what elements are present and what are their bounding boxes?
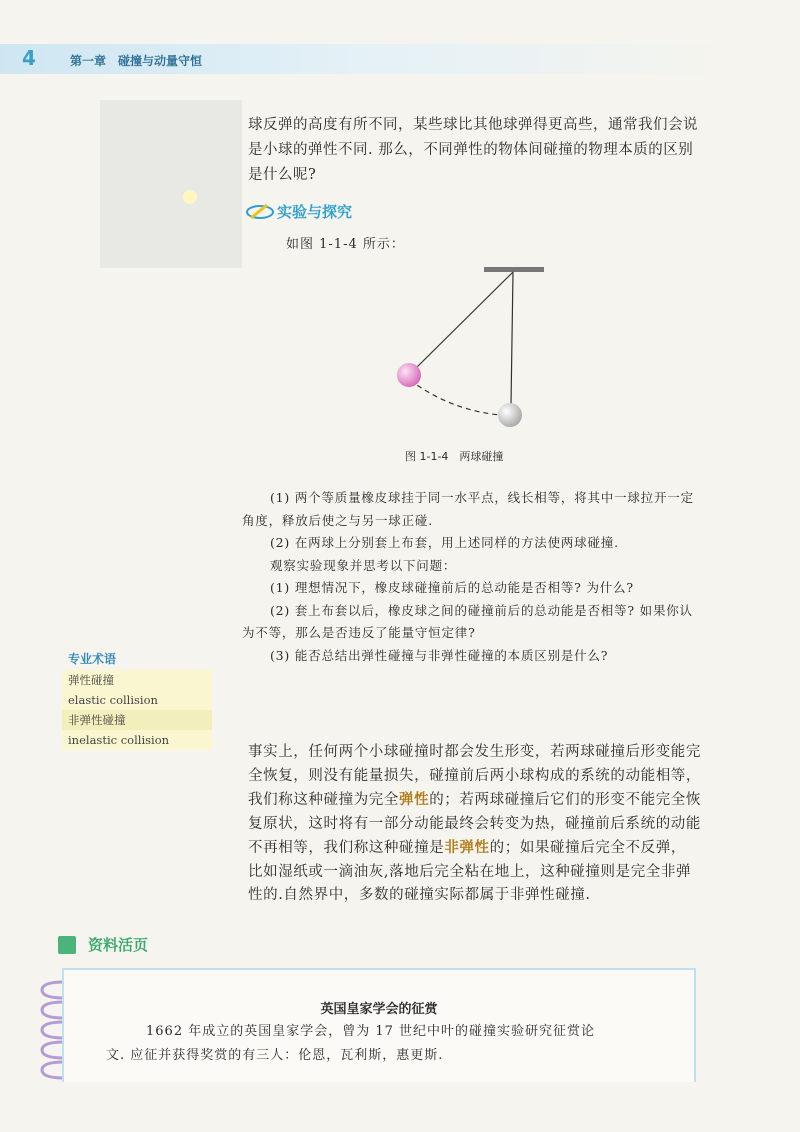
chapter-title: 第一章 碰撞与动量守恒 bbox=[70, 54, 203, 68]
term-item: inelastic collision bbox=[62, 730, 212, 750]
bouncing-ball bbox=[183, 190, 197, 204]
pink-ball bbox=[397, 363, 421, 387]
pendulum-figure bbox=[360, 255, 560, 435]
question-3: (3) 能否总结出弹性碰撞与非弹性碰撞的本质区别是什么? bbox=[270, 647, 609, 663]
term-item: elastic collision bbox=[62, 690, 212, 710]
intro-paragraph: 球反弹的高度有所不同，某些球比其他球弹得更高些，通常我们会说是小球的弹性不同. 那么，不同弹性的物体间碰撞的物理本质的区别是什么呢? bbox=[248, 117, 698, 183]
notebook-icon bbox=[58, 936, 76, 954]
resource-line-1: 1662 年成立的英国皇家学会，曾为 17 世纪中叶的碰撞实验研究征赏论 bbox=[146, 1024, 596, 1039]
main-text-2: 的；若两球碰撞后它们的形变不能完全恢复原状，这时将有一部分动能最终会转变为热，碰撞前后系统的动能不再相等，我们称这种碰撞是 bbox=[248, 792, 702, 856]
margin-photo bbox=[100, 100, 242, 268]
terminology-box bbox=[62, 648, 212, 750]
elastic-highlight: 弹性 bbox=[399, 791, 430, 808]
main-text-1: 事实上，任何两个小球碰撞时都会发生形变，若两球碰撞后形变能完全恢复，则没有能量损失，碰撞前后两小球构成的系统的动能相等，我们称这种碰撞为完全 bbox=[248, 744, 701, 808]
figure-caption: 图 1-1-4 两球碰撞 bbox=[405, 450, 504, 463]
resource-text bbox=[106, 1020, 676, 1068]
support-bar bbox=[484, 267, 544, 272]
experiment-icon bbox=[245, 202, 275, 222]
resource-title: 英国皇家学会的征赏 bbox=[320, 1002, 438, 1017]
step-observe: 观察实验现象并思考以下问题： bbox=[270, 557, 457, 573]
question-2: (2) 套上布套以后，橡皮球之间的碰撞前后的总动能是否相等? 如果你认为不等，那么是否违反了能量守恒定律? bbox=[242, 602, 693, 640]
section-heading bbox=[245, 201, 352, 222]
main-paragraph bbox=[248, 741, 701, 908]
step-1: (1) 两个等质量橡皮球挂于同一水平点，线长相等，将其中一球拉开一定角度，释放后使之与另一球正碰. bbox=[242, 490, 694, 528]
resource-section-title: 资料活页 bbox=[88, 936, 149, 954]
resource-box bbox=[62, 968, 696, 1082]
section-title: 实验与探究 bbox=[277, 203, 353, 221]
string-left bbox=[412, 272, 513, 372]
term-item: 非弹性碰撞 bbox=[62, 710, 212, 730]
term-item: 弹性碰撞 bbox=[62, 670, 212, 690]
resource-heading bbox=[58, 934, 148, 955]
experiment-steps bbox=[242, 487, 697, 667]
main-text-3: 的；如果碰撞后完全不反弹，比如湿纸或一滴油灰,落地后完全粘在地上，这种碰撞则是完全非弹性的.自然界中，多数的碰撞实际都属于非弹性碰撞. bbox=[248, 840, 692, 903]
figure-reference: 如图 1-1-4 所示： bbox=[286, 237, 405, 252]
inelastic-highlight: 非弹性 bbox=[444, 839, 490, 856]
white-ball bbox=[498, 403, 522, 427]
question-1: (1) 理想情况下，橡皮球碰撞前后的总动能是否相等? 为什么? bbox=[270, 580, 634, 595]
string-right bbox=[511, 272, 513, 405]
page-header bbox=[0, 44, 800, 74]
page-number: 4 bbox=[22, 46, 36, 70]
step-2: (2) 在两球上分别套上布套，用上述同样的方法使两球碰撞. bbox=[270, 535, 619, 550]
resource-line-2: 文. 应征并获得奖赏的有三人：伦恩，瓦利斯，惠更斯. bbox=[106, 1048, 444, 1063]
swing-arc bbox=[410, 380, 500, 415]
terminology-title: 专业术语 bbox=[68, 652, 117, 666]
